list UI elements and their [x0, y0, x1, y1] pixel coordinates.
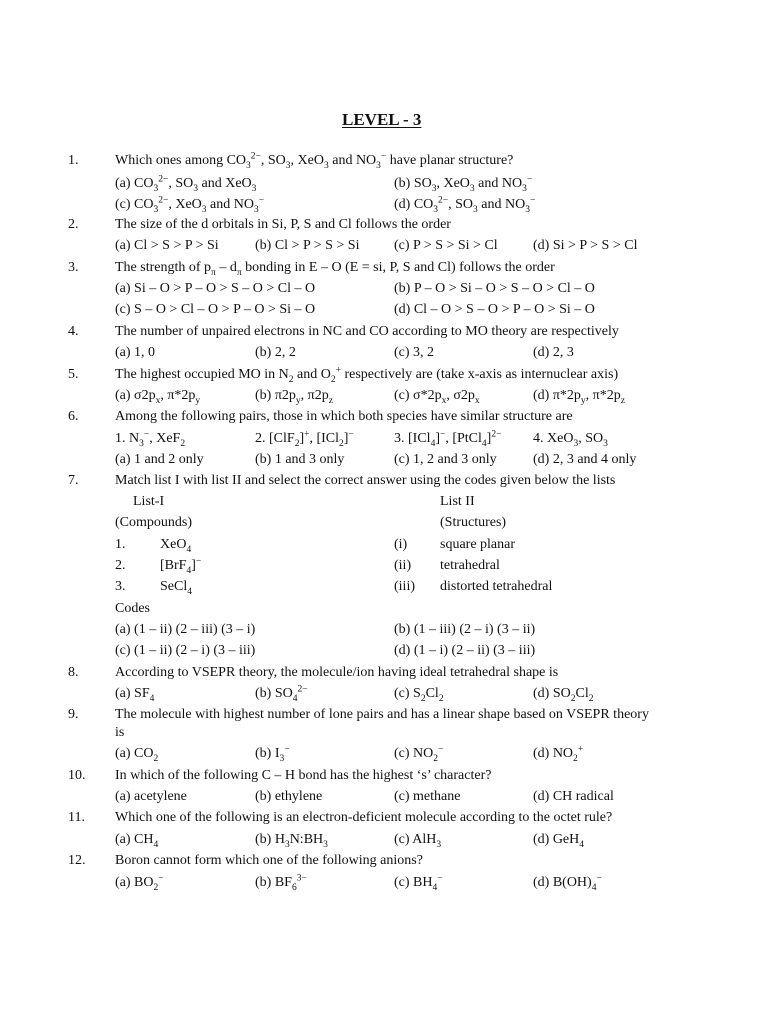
question-number: 3.	[68, 260, 79, 275]
codes-label: Codes	[115, 601, 150, 616]
pair-2: 2. [ClF$_2$]+, [ICl$_2$]−	[255, 429, 354, 449]
question-stem: Which ones among $CO_3^{2-}$, $SO_3$, XeO$_3$ and $NO_3^-$ have planar structure?	[115, 151, 514, 171]
option-c: (c) methane	[394, 789, 461, 804]
list-compound: [BrF$_4$]−	[160, 556, 202, 576]
option-c: (c) $S_2Cl_2$	[394, 686, 444, 704]
option-b: (b) $I_3^-$	[255, 744, 290, 764]
option-a: (a) 1 and 2 only	[115, 452, 204, 467]
option-c: (c) $NO_2^-$	[394, 744, 444, 764]
option-d: (d) 2, 3 and 4 only	[533, 452, 637, 467]
list-compound: SeCl$_4$	[160, 579, 192, 597]
page-title: LEVEL - 3	[342, 110, 422, 129]
question-number: 12.	[68, 853, 86, 868]
list1-heading: List-I	[133, 494, 165, 509]
pair-4: 4. XeO$_3$, $SO_3$	[533, 431, 608, 449]
question-number: 8.	[68, 665, 79, 680]
question-stem: Among the following pairs, those in which both species have similar structure are	[115, 409, 573, 424]
option-d: (d) GeH$_4$	[533, 832, 585, 850]
list-roman: (i)	[394, 537, 408, 552]
question-stem: Boron cannot form which one of the following anions?	[115, 853, 423, 868]
option-a: (a) $BO_2^-$	[115, 873, 164, 893]
list2-heading: List II	[440, 494, 475, 509]
option-b: (b) $H_3N:BH_3$	[255, 832, 328, 850]
question-stem: The number of unpaired electrons in NC and CO according to MO theory are respectively	[115, 324, 619, 339]
option-b: (b) $SO_4^{2-}$	[255, 684, 308, 704]
option-d: (d) (1 – i) (2 – ii) (3 – iii)	[394, 643, 536, 658]
option-b: (b) Cl > P > S > Si	[255, 238, 360, 253]
option-a: (a) $CO_3^{2-}$, $SO_3$ and XeO$_3$	[115, 174, 257, 194]
list-roman: (ii)	[394, 558, 412, 573]
option-b: (b) (1 – iii) (2 – i) (3 – ii)	[394, 622, 536, 637]
option-c: (c) AlH$_3$	[394, 832, 442, 850]
question-stem: The highest occupied MO in $N_2$ and $O_2^+$ respectively are (take x-axis as internuclear axis)	[115, 365, 619, 385]
option-c: (c) P > S > Si > Cl	[394, 238, 498, 253]
pair-1: 1. $N_3^-$, XeF$_2$	[115, 429, 186, 449]
list-row-number: 1.	[115, 537, 126, 552]
list-row-number: 3.	[115, 579, 126, 594]
list-row-number: 2.	[115, 558, 126, 573]
list-structure: tetrahedral	[440, 558, 500, 573]
question-number: 11.	[68, 810, 85, 825]
option-c: (c) 1, 2 and 3 only	[394, 452, 497, 467]
option-a: (a) acetylene	[115, 789, 187, 804]
option-d: (d) $\pi*2p_y$, $\pi*2p_z$	[533, 388, 625, 406]
option-d: (d) $NO_2^+$	[533, 744, 584, 764]
option-c: (c) S – O > Cl – O > P – O > Si – O	[115, 302, 316, 317]
option-d: (d) $CO_3^{2-}$, $SO_3$ and $NO_3^-$	[394, 195, 536, 215]
option-b: (b) P – O > Si – O > S – O > Cl – O	[394, 281, 595, 296]
option-a: (a) $\sigma 2p_x$, $\pi*2p_y$	[115, 388, 201, 406]
option-a: (a) $CO_2$	[115, 746, 159, 764]
option-c: (c) (1 – ii) (2 – i) (3 – iii)	[115, 643, 256, 658]
option-a: (a) (1 – ii) (2 – iii) (3 – i)	[115, 622, 256, 637]
option-d: (d) $SO_2Cl_2$	[533, 686, 594, 704]
question-stem: In which of the following C – H bond has the highest ‘s’ character?	[115, 768, 492, 783]
question-stem: The molecule with highest number of lone pairs and has a linear shape based on VSEPR theory	[115, 707, 649, 722]
list-roman: (iii)	[394, 579, 415, 594]
option-c: (c) 3, 2	[394, 345, 435, 360]
question-stem: Which one of the following is an electron-deficient molecule according to the octet rule?	[115, 810, 613, 825]
list-structure: square planar	[440, 537, 516, 552]
question-stem: The strength of $p_\pi - d_\pi$ bonding in E – O (E = si, P, S and Cl) follows the order	[115, 260, 555, 278]
question-stem: The size of the d orbitals in Si, P, S and Cl follows the order	[115, 217, 451, 232]
question-number: 7.	[68, 473, 79, 488]
option-b: (b) $\pi 2p_y$, $\pi 2p_z$	[255, 388, 333, 406]
option-d: (d) Si > P > S > Cl	[533, 238, 638, 253]
question-number: 4.	[68, 324, 79, 339]
question-number: 2.	[68, 217, 79, 232]
option-c: (c) $BH_4^-$	[394, 873, 443, 893]
question-number: 9.	[68, 707, 79, 722]
question-stem: According to VSEPR theory, the molecule/ion having ideal tetrahedral shape is	[115, 665, 559, 680]
option-a: (a) Si – O > P – O > S – O > Cl – O	[115, 281, 316, 296]
list1-subheading: (Compounds)	[115, 515, 192, 530]
option-d: (d) $B(OH)_4^-$	[533, 873, 602, 893]
option-c: (c) $CO_3^{2-}$, XeO$_3$ and $NO_3^-$	[115, 195, 265, 215]
option-b: (b) $SO_3$, XeO$_3$ and $NO_3^-$	[394, 174, 533, 194]
option-b: (b) 2, 2	[255, 345, 296, 360]
option-a: (a) $CH_4$	[115, 832, 159, 850]
list2-subheading: (Structures)	[440, 515, 507, 530]
option-d: (d) Cl – O > S – O > P – O > Si – O	[394, 302, 595, 317]
option-c: (c) $\sigma*2p_x$, $\sigma 2p_x$	[394, 388, 480, 406]
question-number: 5.	[68, 367, 79, 382]
option-d: (d) 2, 3	[533, 345, 574, 360]
question-number: 1.	[68, 153, 79, 168]
question-stem-continued: is	[115, 725, 125, 740]
pair-3: 3. [ICl$_4$]−, [PtCl$_4$]$^{2-}$	[394, 429, 502, 449]
list-structure: distorted tetrahedral	[440, 579, 553, 594]
option-d: (d) CH radical	[533, 789, 614, 804]
option-b: (b) 1 and 3 only	[255, 452, 345, 467]
option-b: (b) $BF_6^{3-}$	[255, 873, 307, 893]
option-b: (b) ethylene	[255, 789, 323, 804]
option-a: (a) 1, 0	[115, 345, 156, 360]
option-a: (a) Cl > S > P > Si	[115, 238, 219, 253]
question-number: 10.	[68, 768, 86, 783]
option-a: (a) $SF_4$	[115, 686, 155, 704]
list-compound: XeO$_4$	[160, 537, 192, 555]
question-stem: Match list I with list II and select the correct answer using the codes given below the lists	[115, 473, 616, 488]
question-number: 6.	[68, 409, 79, 424]
